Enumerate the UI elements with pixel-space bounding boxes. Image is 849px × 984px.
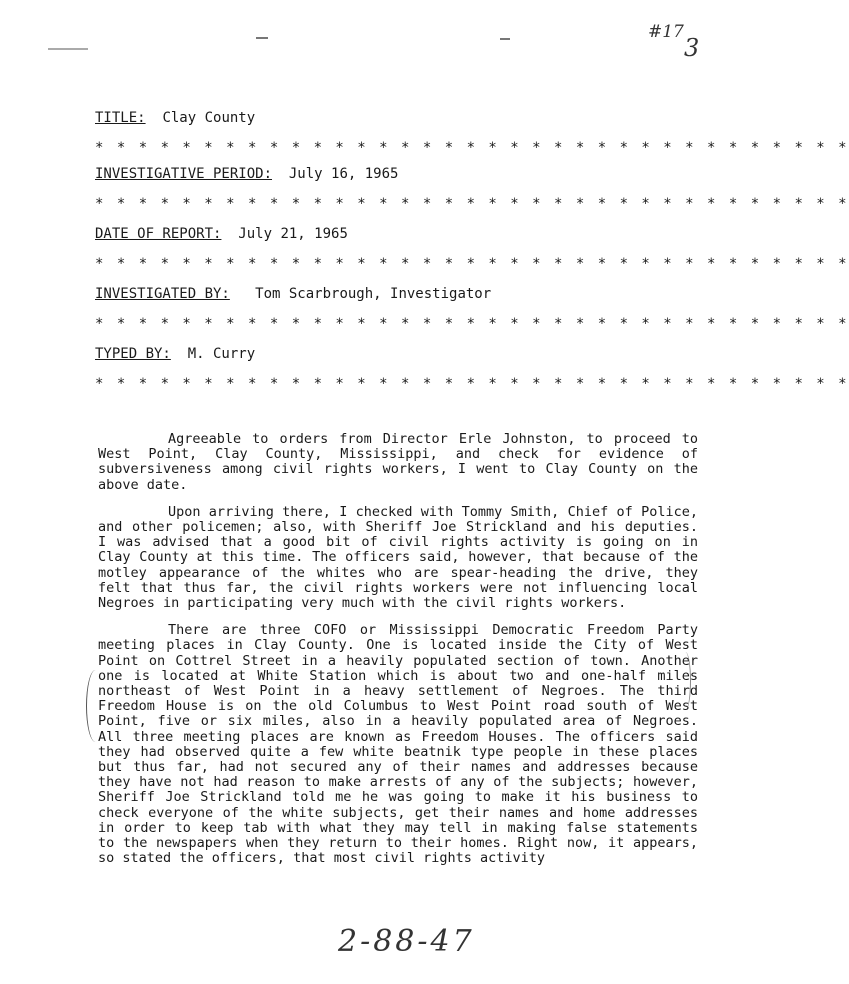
star-separator: * * * * * * * * * * * * * * * * * * * * * * * * * * * * * * * * * * * <box>95 316 849 332</box>
body-paragraph: Agreeable to orders from Director Erle Johnston, to proceed to West Point, Clay County, Mississippi, and check for evidence of subversiveness among civil rights workers, I went to Clay County on the above date. <box>98 431 698 493</box>
body-paragraph: Upon arriving there, I checked with Tommy Smith, Chief of Police, and other policemen; also, with Sheriff Joe Strickland and his deputies. I was advised that a good bit of civil rights activity is going on in Clay County at this time. The officers said, however, that because of the motley appearance of the whites who are spear-heading the drive, they felt that thus far, the civil rights workers were not influencing local Negroes in participating very much with the civil rights workers. <box>98 503 698 612</box>
report-body <box>98 432 698 878</box>
star-separator: * * * * * * * * * * * * * * * * * * * * * * * * * * * * * * * * * * * <box>95 196 849 212</box>
scan-speck <box>48 48 88 50</box>
title-line <box>95 110 255 126</box>
body-paragraph: There are three COFO or Mississippi Democratic Freedom Party meeting places in Clay County. One is located inside the City of West Point on Cottrel Street in a heavily populated section of town. Another one is located at White Station which is about two and one-half miles northeast of West Point in a heavy settlement of Negroes. The third Freedom House is on the old Columbus to West Point road south of West Point, five or six miles, also in a heavily populated area of Negroes. All three meeting places are known as Freedom Houses. The officers said they had observed quite a few white beatnik type people in these places but thus far, had not secured any of their names and addresses because they have not had reason to make arrests of any of the subjects; however, Sheriff Joe Strickland told me he was going to make it his business to check everyone of the white subjects, get their names and home addresses in order to keep tab with what they may tell in making false statements to the newspapers when they return to their homes. Right now, it appears, so stated the officers, that most civil rights activity <box>98 622 698 867</box>
scan-speck <box>500 38 510 40</box>
typist-label: TYPED BY: <box>95 346 171 362</box>
title-value: Clay County <box>162 110 256 126</box>
date-line <box>95 226 348 242</box>
date-value: July 21, 1965 <box>238 226 348 242</box>
handwritten-corner-number: 3 <box>684 34 700 62</box>
star-separator: * * * * * * * * * * * * * * * * * * * * * * * * * * * * * * * * * * * <box>95 256 849 272</box>
star-separator: * * * * * * * * * * * * * * * * * * * * * * * * * * * * * * * * * * * <box>95 376 849 392</box>
typist-line <box>95 346 255 362</box>
scan-speck <box>256 37 268 39</box>
investigator-line <box>95 286 491 302</box>
period-line <box>95 166 398 182</box>
title-label: TITLE: <box>95 110 146 126</box>
typist-value: M. Curry <box>187 346 256 362</box>
investigator-value: Tom Scarbrough, Investigator <box>255 286 492 302</box>
handwritten-bracket <box>680 652 691 710</box>
investigator-label: INVESTIGATED BY: <box>95 286 230 302</box>
star-separator: * * * * * * * * * * * * * * * * * * * * * * * * * * * * * * * * * * * <box>95 140 849 156</box>
handwritten-corner-mark: #17 <box>648 22 684 42</box>
date-label: DATE OF REPORT: <box>95 226 222 242</box>
period-label: INVESTIGATIVE PERIOD: <box>95 166 273 182</box>
handwritten-page-number: 2-88-47 <box>338 924 475 959</box>
period-value: July 16, 1965 <box>288 166 399 182</box>
handwritten-bracket <box>86 670 105 742</box>
